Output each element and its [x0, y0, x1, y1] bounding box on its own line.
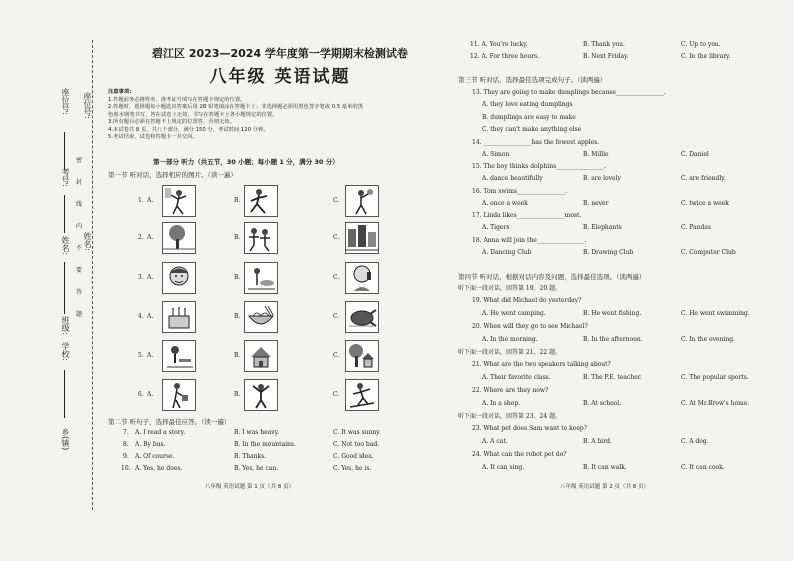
q20-option-b[interactable]: B. In the afternoon. [583, 336, 643, 343]
q8-option-b[interactable]: B. In the mountains. [234, 441, 296, 448]
dancing-girl-icon[interactable] [162, 185, 196, 217]
q8-option-c[interactable]: C. Not too bad. [333, 441, 380, 448]
picture-question-number: 2. [138, 234, 144, 241]
exam-title: 碧江区 2023—2024 学年度第一学期期末检测试卷 [152, 47, 408, 60]
picture-question-number: 3. [138, 274, 144, 281]
q13-option-b[interactable]: B. dumplings are easy to make [482, 113, 576, 121]
picture-option-letter: C. [333, 352, 340, 359]
q8-option-a[interactable]: A. By bus. [135, 441, 166, 448]
q7-option-c[interactable]: C. It was sunny. [333, 429, 381, 436]
picture-option-letter: C. [333, 197, 340, 204]
picture-option-letter: A. [147, 391, 154, 398]
q21-stem: 21. What are the two speakers talking about? [472, 361, 611, 368]
roast-chicken-icon[interactable] [345, 301, 379, 333]
q21-option-a[interactable]: A. Their favorite class. [482, 374, 551, 381]
q11-option-a[interactable]: 11. A. You're lucky. [470, 41, 528, 48]
skiing-man-icon[interactable] [345, 379, 379, 411]
town-label: 乡(镇) [61, 428, 70, 451]
school-label: 学校: [61, 342, 70, 361]
q24-option-a[interactable]: A. It can sing. [482, 464, 525, 471]
q20-stem: 20. When will they go to see Michael? [472, 323, 588, 330]
notes-block [108, 89, 448, 142]
q15-option-c[interactable]: C. are friendly. [681, 175, 726, 182]
dialogue-intro: 听下面一段对话，回答第 23、24 题。 [458, 413, 562, 420]
q22-stem: 22. Where are they now? [472, 387, 549, 394]
section2-heading: 第二节 听句子，选择最佳应答。（读一遍） [108, 418, 231, 426]
q24-option-b[interactable]: B. It can walk. [583, 464, 627, 471]
picture-option-letter: B. [234, 274, 241, 281]
q7-number: 7. [123, 429, 129, 436]
name-label: 姓名: [61, 236, 70, 255]
q23-stem: 23. What pet does Sam want to keep? [472, 425, 587, 432]
name-label-right: 姓名: [83, 232, 92, 251]
q22-option-c[interactable]: C. At Mr.Brow's home. [681, 400, 750, 407]
picture-option-letter: C. [333, 274, 340, 281]
q20-option-a[interactable]: A. In the morning. [482, 336, 538, 343]
exam-field[interactable] [64, 195, 65, 233]
note-item: 色墨水钢笔书写，答在试卷上无效，书写在答题卡上各小题规定的位置。 [108, 111, 278, 118]
q7-option-b[interactable]: B. I was heavy. [234, 429, 280, 436]
q15-option-b[interactable]: B. are lovely [583, 175, 621, 182]
picture-option-letter: C. [333, 313, 340, 320]
picture-question-number: 5. [138, 352, 144, 359]
q19-stem: 19. What did Michael do yesterday? [472, 297, 582, 304]
picture-option-letter: B. [234, 313, 241, 320]
q12-option-a[interactable]: 12. A. For three hours. [470, 53, 540, 60]
q19-option-a[interactable]: A. He went camping. [482, 310, 546, 317]
picture-option-letter: A. [147, 234, 154, 241]
q9-option-a[interactable]: A. Of course. [135, 453, 175, 460]
class-label: 班级: [61, 316, 70, 335]
seat-label: 座位号: [61, 88, 70, 115]
q14-stem: 14. ________________has the fewest apples. [472, 138, 600, 146]
q17-stem: 17. Linda likes________________most. [472, 212, 582, 219]
q10-option-a[interactable]: A. Yes, he does. [135, 465, 183, 472]
picture-option-letter: A. [147, 352, 154, 359]
q23-option-a[interactable]: A. A cat. [482, 438, 508, 445]
q13-option-a[interactable]: A. they love eating dumplings [482, 101, 573, 108]
section1-heading: 第一节 听对话，选择相应的图片。（读一遍） [108, 171, 237, 179]
seat-field[interactable] [64, 132, 65, 170]
picture-option-letter: B. [234, 391, 241, 398]
q10-number: 10. [121, 465, 131, 472]
tree-house-icon[interactable] [345, 340, 379, 372]
q17-option-c[interactable]: C. Pandas [681, 224, 711, 231]
q9-number: 9. [123, 453, 129, 460]
q24-option-c[interactable]: C. It can cook. [681, 464, 725, 471]
city-street-icon[interactable] [345, 222, 379, 254]
q11-option-b[interactable]: B. Thank you. [583, 41, 625, 48]
picture-option-letter: A. [147, 274, 154, 281]
picture-option-letter: A. [147, 197, 154, 204]
q21-option-b[interactable]: B. The P.E. teacher. [583, 374, 642, 381]
seal-text: 密 封 线 内 不 要 答 题 [76, 157, 83, 318]
q18-stem: 18. Anna will join the________________. [472, 236, 587, 244]
binding-margin [0, 0, 120, 561]
name-field[interactable] [64, 262, 65, 314]
q12-option-c[interactable]: C. In the library. [681, 53, 731, 60]
q16-option-a[interactable]: A. once a week [482, 199, 528, 207]
picture-question-number: 1. [138, 197, 144, 204]
q14-option-b[interactable]: B. Millie [583, 150, 609, 158]
note-item: 4.本试卷共 8 页，共八个部分，满分 150 分，考试时间 120 分钟。 [108, 126, 269, 133]
q12-option-b[interactable]: B. Next Friday. [583, 53, 629, 60]
note-item: 5.考试结束，试卷和答题卡一并交回。 [108, 134, 198, 140]
note-item: 2.答题时，选择题每小题选出答案后用 2B 铅笔填涂在答题卡上；非选择题必须用黑色签字笔或 0.5 毫米的黑 [108, 104, 363, 110]
basketball-player-icon[interactable] [345, 185, 379, 217]
q9-option-c[interactable]: C. Good idea. [333, 453, 374, 460]
q23-option-c[interactable]: C. A dog. [681, 438, 709, 445]
q7-option-a[interactable]: A. I read a story. [135, 429, 186, 436]
q21-option-c[interactable]: C. The popular sports. [681, 374, 749, 381]
stretching-man-icon[interactable] [244, 379, 278, 411]
boy-face-icon[interactable] [162, 262, 196, 294]
page-footer-left: 八年级 英语试题 第 1 页（共 8 页） [205, 484, 294, 490]
q16-stem: 16. Tom swims________________. [472, 187, 568, 195]
exam-subtitle: 八年级 英语试题 [209, 67, 351, 87]
section3-heading: 第三节 听对话，选择最佳选项完成句子。（读两遍） [458, 76, 607, 84]
cooking-scene-icon[interactable] [244, 262, 278, 294]
woman-bag-icon[interactable] [162, 379, 196, 411]
picture-option-letter: C. [333, 391, 340, 398]
q15-stem: 15. The boy thinks dolphins________________. [472, 163, 607, 170]
exam-label: 考号: [61, 168, 70, 187]
house-scene-icon[interactable] [244, 340, 278, 372]
q15-option-a[interactable]: A. dance beautifully [482, 175, 543, 182]
q22-option-b[interactable]: B. At school. [583, 400, 622, 407]
note-item: 1.答题前务必将姓名、准考证号填写在答题卡规定的位置。 [108, 96, 246, 103]
q13-option-c[interactable]: C. they can't make anything else [482, 126, 582, 133]
q10-option-c[interactable]: C. Yes, he is. [333, 465, 372, 472]
part1-heading: 第一部分 听力（共五节，30 小题；每小题 1 分，满分 30 分） [153, 158, 339, 166]
picture-option-letter: B. [234, 352, 241, 359]
noodle-bowl-icon[interactable] [244, 301, 278, 333]
q14-option-c[interactable]: C. Daniel [681, 150, 709, 158]
picture-question-number: 4. [138, 313, 144, 320]
q10-option-b[interactable]: B. Yes, he can. [234, 465, 279, 472]
q14-option-a[interactable]: A. Simon [482, 150, 510, 158]
q17-option-b[interactable]: B. Elephants [583, 224, 622, 231]
q9-option-b[interactable]: B. Thanks. [234, 453, 267, 460]
school-field[interactable] [64, 370, 65, 418]
picture-question-number: 6. [138, 391, 144, 398]
dialogue-intro: 听下面一段对话，回答第 21、22 题。 [458, 349, 562, 356]
q23-option-b[interactable]: B. A bird. [583, 438, 612, 445]
q24-stem: 24. What can the robot pet do? [472, 451, 567, 458]
picture-option-letter: B. [234, 197, 241, 204]
girl-studying-icon[interactable] [162, 340, 196, 372]
picture-option-letter: C. [333, 234, 340, 241]
man-phone-icon[interactable] [345, 262, 379, 294]
q19-option-b[interactable]: B. He went fishing. [583, 310, 642, 317]
q18-option-a[interactable]: A. Dancing Club [482, 248, 532, 256]
q11-option-c[interactable]: C. Up to you. [681, 41, 721, 48]
dialogue-intro: 听下面一段对话，回答第 19、20 题。 [458, 285, 562, 292]
section4-heading: 第四节 听对话，根据对话内容及问题，选择最佳选项。（读两遍） [458, 273, 646, 281]
notes-heading: 注意事项: [108, 89, 132, 95]
q18-option-b[interactable]: B. Drawing Club [583, 248, 634, 256]
q8-number: 8. [123, 441, 129, 448]
picture-option-letter: A. [147, 313, 154, 320]
picture-option-letter: B. [234, 234, 241, 241]
note-item: 3.所有题目必须在答题卡上规定的位置答，否则无效。 [108, 119, 235, 125]
q22-option-a[interactable]: A. In a shop. [482, 400, 521, 407]
q17-option-a[interactable]: A. Tigers [482, 224, 510, 231]
q16-option-c[interactable]: C. twice a week [681, 199, 729, 207]
running-man-icon[interactable] [244, 185, 278, 217]
seat-label-right: 座位号: [83, 92, 92, 119]
crowd-dancing-icon[interactable] [244, 222, 278, 254]
q16-option-b[interactable]: B. never [583, 199, 609, 207]
birthday-cake-icon[interactable] [162, 301, 196, 333]
q18-option-c[interactable]: C. Computer Club [681, 248, 736, 256]
page-footer-right: 八年级 英语试题 第 2 页（共 8 页） [560, 484, 649, 490]
tree-scene-icon[interactable] [162, 222, 196, 254]
q20-option-c[interactable]: C. In the evening. [681, 336, 735, 343]
q13-stem: 13. They are going to make dumplings because________________. [472, 89, 666, 96]
q19-option-c[interactable]: C. He went swimming. [681, 310, 750, 317]
